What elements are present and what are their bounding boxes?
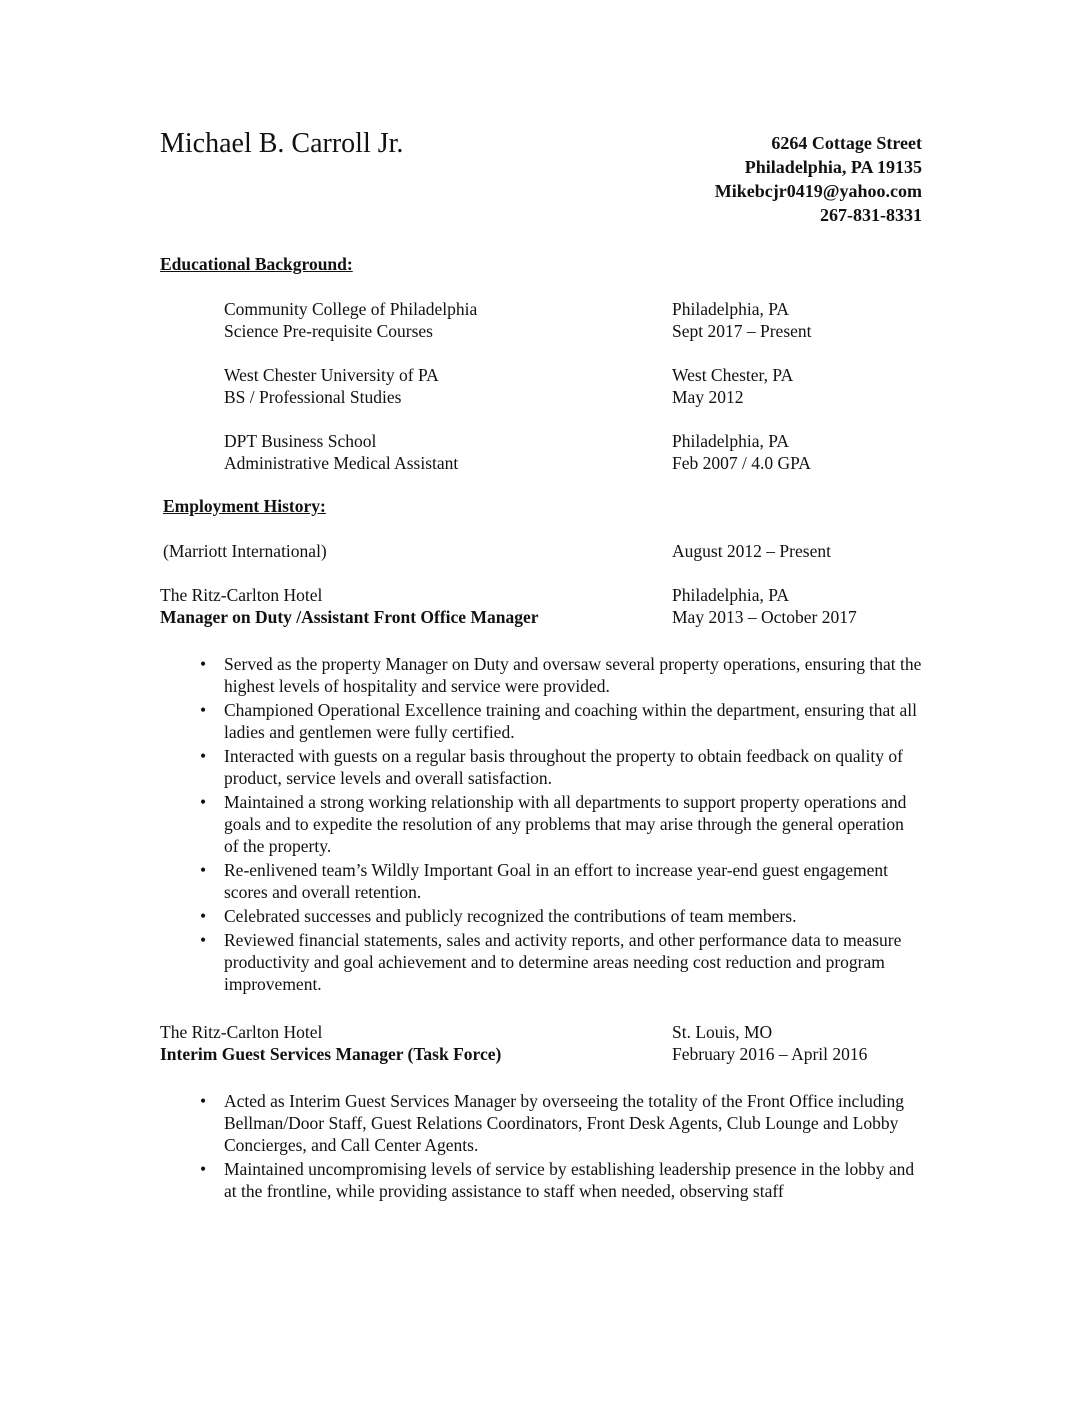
employment-heading: Employment History:: [163, 496, 326, 516]
employer: The Ritz-Carlton Hotel: [160, 1022, 323, 1042]
bullet-icon: •: [200, 1091, 207, 1111]
company-row: [0, 540, 1088, 562]
company: (Marriott International): [163, 541, 327, 561]
candidate-name: Michael B. Carroll Jr.: [160, 128, 404, 159]
school: DPT Business School: [224, 431, 377, 451]
bullet-item: • Maintained a strong working relationship with all departments to support property operations and goals and to expedite the resolution of any problems that may arise through the general operation of the property.: [200, 792, 907, 856]
program: Science Pre-requisite Courses: [224, 321, 433, 341]
bullet-icon: •: [200, 906, 207, 926]
job-header: [0, 1021, 1088, 1043]
bullet-icon: •: [200, 860, 207, 880]
job-title-row: [0, 606, 1088, 628]
bullet-item: • Celebrated successes and publicly recognized the contributions of team members.: [200, 906, 797, 926]
bullet-icon: •: [200, 700, 207, 720]
bullet-icon: •: [200, 930, 207, 950]
education-entry-detail: [0, 320, 1088, 342]
location: West Chester, PA: [672, 365, 794, 385]
education-entry: [0, 298, 1088, 320]
dates: May 2012: [672, 387, 744, 407]
education-entry-detail: [0, 452, 1088, 474]
dates: Feb 2007 / 4.0 GPA: [672, 453, 811, 473]
email: Mikebcjr0419@yahoo.com: [714, 181, 922, 201]
education-entry: [0, 364, 1088, 386]
bullet-icon: •: [200, 654, 207, 674]
bullet-item: • Re-enlivened team’s Wildly Important Goal in an effort to increase year-end guest engagement scores and overall retention.: [200, 860, 889, 902]
location: Philadelphia, PA: [672, 585, 789, 605]
job-bullets: [200, 653, 922, 997]
job-header: [0, 584, 1088, 606]
phone: 267-831-8331: [820, 205, 922, 225]
education-entry-detail: [0, 386, 1088, 408]
dates: February 2016 – April 2016: [672, 1044, 868, 1064]
bullet-item: • Interacted with guests on a regular basis throughout the property to obtain feedback on quality of product, service levels and overall satisfaction.: [200, 746, 903, 788]
school: Community College of Philadelphia: [224, 299, 478, 319]
bullet-icon: •: [200, 792, 207, 812]
location: Philadelphia, PA: [672, 299, 789, 319]
dates: August 2012 – Present: [672, 541, 831, 561]
program: Administrative Medical Assistant: [224, 453, 459, 473]
bullet-item: • Maintained uncompromising levels of service by establishing leadership presence in the lobby and at the frontline, while providing assistance to staff when needed, observing staff: [200, 1159, 915, 1201]
job-title: Interim Guest Services Manager (Task Force): [160, 1044, 502, 1064]
bullet-item: • Acted as Interim Guest Services Manager by overseeing the totality of the Front Office including Bellman/Door Staff, Guest Relations Coordinators, Front Desk Agents, Club Lounge and Lobby Concierges, and Call Center Agents.: [200, 1091, 905, 1155]
job-title-row: [0, 1043, 1088, 1065]
location: Philadelphia, PA: [672, 431, 789, 451]
bullet-item: • Championed Operational Excellence training and coaching within the department, ensuring that all ladies and gentlemen were fully certified.: [200, 700, 917, 742]
bullet-item: • Reviewed financial statements, sales and activity reports, and other performance data to measure productivity and goal achievement and to determine areas needing cost reduction and program improvement.: [200, 930, 902, 994]
employer: The Ritz-Carlton Hotel: [160, 585, 323, 605]
dates: Sept 2017 – Present: [672, 321, 812, 341]
job-title: Manager on Duty /Assistant Front Office Manager: [160, 607, 539, 627]
city: Philadelphia, PA 19135: [744, 157, 922, 177]
education-heading: Educational Background:: [160, 254, 353, 274]
education-entry: [0, 430, 1088, 452]
program: BS / Professional Studies: [224, 387, 402, 407]
location: St. Louis, MO: [672, 1022, 773, 1042]
bullet-icon: •: [200, 746, 207, 766]
bullet-icon: •: [200, 1159, 207, 1179]
bullet-item: • Served as the property Manager on Duty and oversaw several property operations, ensuring that the highest levels of hospitality and service were provided.: [200, 654, 922, 696]
school: West Chester University of PA: [224, 365, 439, 385]
job-bullets: [200, 1090, 922, 1204]
address: 6264 Cottage Street: [771, 133, 922, 153]
dates: May 2013 – October 2017: [672, 607, 857, 627]
contact-block: [715, 131, 922, 227]
